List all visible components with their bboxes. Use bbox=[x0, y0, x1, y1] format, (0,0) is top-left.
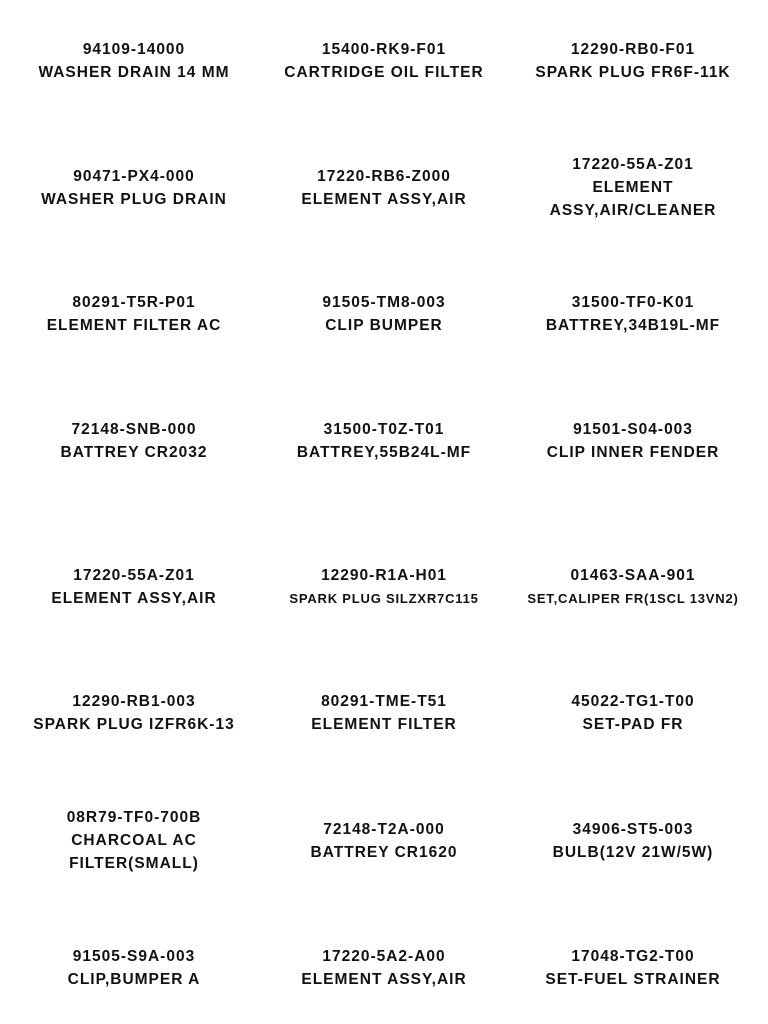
part-label bbox=[14, 291, 254, 337]
part-number: 15400-RK9-F01 bbox=[321, 41, 447, 58]
part-number: 17048-TG2-T00 bbox=[571, 948, 695, 965]
part-label bbox=[264, 564, 504, 610]
part-label bbox=[513, 945, 753, 991]
part-description: SPARK PLUG IZFR6K-13 bbox=[33, 716, 235, 733]
part-number: 72148-T2A-000 bbox=[323, 821, 445, 838]
part-number: 01463-SAA-901 bbox=[570, 567, 696, 584]
part-label bbox=[264, 818, 504, 864]
part-label bbox=[14, 806, 254, 875]
part-number: 45022-TG1-T00 bbox=[571, 693, 695, 710]
part-description: BATTREY,34B19L-MF bbox=[545, 317, 721, 334]
part-label bbox=[264, 945, 504, 991]
part-label bbox=[264, 418, 504, 464]
part-label bbox=[264, 291, 504, 337]
part-number: 91505-S9A-003 bbox=[72, 948, 196, 965]
part-number: 72148-SNB-000 bbox=[71, 421, 197, 438]
part-label bbox=[14, 418, 254, 464]
part-number: 12290-RB1-003 bbox=[72, 693, 196, 710]
part-number: 34906-ST5-003 bbox=[572, 821, 694, 838]
part-label bbox=[264, 38, 504, 84]
part-label bbox=[513, 153, 753, 222]
part-description: SET-FUEL STRAINER bbox=[545, 971, 721, 988]
part-label bbox=[513, 291, 753, 337]
part-number: 91505-TM8-003 bbox=[322, 294, 446, 311]
part-number: 17220-5A2-A00 bbox=[322, 948, 446, 965]
part-number: 31500-TF0-K01 bbox=[571, 294, 695, 311]
part-description: ELEMENT FILTER AC bbox=[46, 317, 222, 334]
part-number: 31500-T0Z-T01 bbox=[323, 421, 445, 438]
part-label bbox=[513, 38, 753, 84]
part-number: 91501-S04-003 bbox=[573, 421, 693, 438]
part-label bbox=[264, 690, 504, 736]
part-description: SPARK PLUG SILZXR7C115 bbox=[289, 591, 479, 606]
part-label bbox=[14, 38, 254, 84]
part-label bbox=[14, 564, 254, 610]
part-number: 17220-55A-Z01 bbox=[572, 156, 694, 173]
part-label bbox=[513, 690, 753, 736]
part-description: CLIP BUMPER bbox=[325, 317, 443, 334]
part-description: SET-PAD FR bbox=[582, 716, 684, 733]
part-label bbox=[14, 945, 254, 991]
part-number: 17220-RB6-Z000 bbox=[317, 168, 451, 185]
part-number: 80291-TME-T51 bbox=[321, 693, 447, 710]
part-description: FILTER(SMALL) bbox=[69, 855, 199, 872]
part-label bbox=[14, 690, 254, 736]
part-description: ELEMENT ASSY,AIR bbox=[51, 590, 217, 607]
part-number: 17220-55A-Z01 bbox=[73, 567, 195, 584]
part-description: ASSY,AIR/CLEANER bbox=[549, 202, 717, 219]
part-description: BATTREY CR1620 bbox=[310, 844, 458, 861]
part-number: 94109-14000 bbox=[82, 41, 186, 58]
part-number: 12290-RB0-F01 bbox=[570, 41, 696, 58]
part-description: WASHER PLUG DRAIN bbox=[41, 191, 227, 208]
part-label bbox=[513, 418, 753, 464]
part-description: CARTRIDGE OIL FILTER bbox=[284, 64, 484, 81]
part-label bbox=[513, 818, 753, 864]
part-label bbox=[513, 564, 753, 610]
part-description: CHARCOAL AC bbox=[71, 832, 197, 849]
part-number: 12290-R1A-H01 bbox=[321, 567, 447, 584]
part-number: 80291-T5R-P01 bbox=[72, 294, 196, 311]
part-label bbox=[14, 165, 254, 211]
part-description: SPARK PLUG FR6F-11K bbox=[535, 64, 731, 81]
part-label bbox=[264, 165, 504, 211]
part-description: ELEMENT FILTER bbox=[311, 716, 457, 733]
part-number: 08R79-TF0-700B bbox=[66, 809, 202, 826]
part-description: ELEMENT ASSY,AIR bbox=[301, 971, 467, 988]
part-description: CLIP INNER FENDER bbox=[546, 444, 720, 461]
part-description: BULB(12V 21W/5W) bbox=[552, 844, 714, 861]
part-description: WASHER DRAIN 14 MM bbox=[38, 64, 230, 81]
part-description: ELEMENT bbox=[592, 179, 674, 196]
part-description: SET,CALIPER FR(1SCL 13VN2) bbox=[527, 591, 739, 606]
part-description: ELEMENT ASSY,AIR bbox=[301, 191, 467, 208]
part-description: BATTREY,55B24L-MF bbox=[296, 444, 472, 461]
part-description: BATTREY CR2032 bbox=[60, 444, 208, 461]
part-description: CLIP,BUMPER A bbox=[67, 971, 201, 988]
part-number: 90471-PX4-000 bbox=[73, 168, 195, 185]
